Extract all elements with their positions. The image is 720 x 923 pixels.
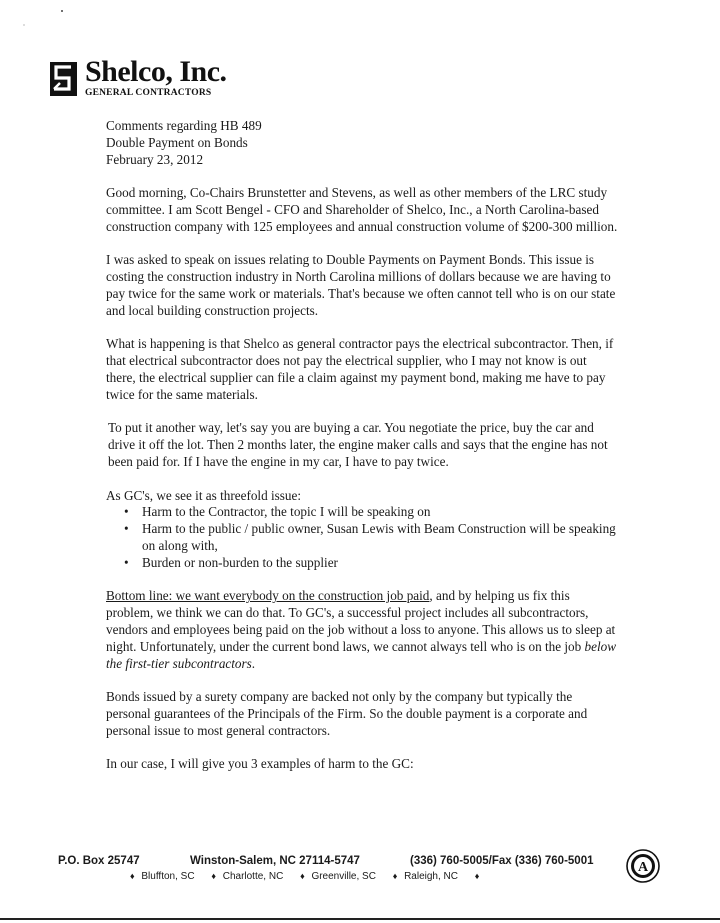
company-logo bbox=[50, 56, 230, 102]
letter-heading bbox=[106, 118, 618, 168]
footer-city: Winston-Salem, NC 27114-5747 bbox=[190, 855, 360, 867]
office-location: Raleigh, NC bbox=[404, 871, 458, 882]
diamond-icon: ♦ bbox=[211, 871, 216, 881]
paragraph-issue: I was asked to speak on issues relating to Double Payments on Payment Bonds. This issue is costing the construction industry in North Carolina millions of dollars because we are having to pay twice for the same work or materials. That's because we often cannot tell who is on our state and local building construction projects. bbox=[106, 252, 616, 318]
paragraph-greeting: Good morning, Co-Chairs Brunstetter and Stevens, as well as other members of the LRC study committee. I am Scott Bengel - CFO and Shareholder of Shelco, Inc., a North Carolina-based construction company with 125 employees and annual construction volume of $200-300 million. bbox=[106, 185, 618, 234]
diamond-icon: ♦ bbox=[130, 871, 135, 881]
bottom-line-underlined: Bottom line: we want everybody on the construction job paid bbox=[106, 588, 430, 604]
office-location: Charlotte, NC bbox=[222, 871, 284, 882]
heading-subject: Comments regarding HB 489 bbox=[106, 118, 262, 133]
list-item: • Harm to the public / public owner, Susan Lewis with Beam Construction will be speaking on along with, bbox=[142, 521, 618, 555]
heading-topic: Double Payment on Bonds bbox=[106, 134, 248, 150]
issue-list bbox=[106, 504, 618, 571]
footer-po-box: P.O. Box 25747 bbox=[58, 855, 140, 867]
paragraph-examples-intro: In our case, I will give you 3 examples of harm to the GC: bbox=[106, 756, 414, 772]
paragraph-bottom-line bbox=[106, 588, 618, 672]
shelco-logo-icon bbox=[50, 62, 77, 96]
scan-marks bbox=[22, 8, 82, 28]
bottom-line-text: , and by helping us fix this problem, we think we can do that. To GC's, a successful project includes all subcontractors, vendors and employees being paid on the job without a loss to anyone. This allows us to sleep at night. Unfortunately, under the current bond laws, we cannot always tell who is on the job bbox=[106, 588, 616, 654]
heading-date: February 23, 2012 bbox=[106, 151, 204, 167]
bottom-rule bbox=[0, 918, 720, 920]
seal-letter: A bbox=[637, 860, 649, 875]
bottom-line-end: . bbox=[251, 655, 256, 671]
agc-seal-icon bbox=[626, 849, 660, 883]
company-tagline: GENERAL CONTRACTORS bbox=[85, 88, 212, 98]
office-location: Greenville, SC bbox=[311, 871, 376, 882]
diamond-icon: ♦ bbox=[474, 871, 480, 881]
footer-phone: (336) 760-5005/Fax (336) 760-5001 bbox=[410, 855, 594, 867]
paragraph-car-analogy: To put it another way, let's say you are buying a car. You negotiate the price, buy the car and drive it off the lot. Then 2 months later, the engine maker calls and says that the engine has not been paid for. If I have the engine in my car, I have to pay twice. bbox=[108, 420, 608, 469]
list-item: • Burden or non-burden to the supplier bbox=[142, 555, 618, 572]
company-name: Shelco, Inc. bbox=[85, 55, 227, 88]
diamond-icon: ♦ bbox=[300, 871, 305, 881]
bottom-line-italic: below the first-tier subcontractors bbox=[106, 638, 617, 671]
paragraph-threefold-intro: As GC's, we see it as threefold issue: bbox=[106, 487, 302, 503]
paragraph-example: What is happening is that Shelco as general contractor pays the electrical subcontractor. Then, if that electrical subcontractor does not pay the electrical supplier, who I may not know is out there, the electrical supplier can file a claim against my payment bond, making me have to pay twice for the same materials. bbox=[106, 336, 614, 402]
footer-offices bbox=[120, 871, 483, 882]
letter-body bbox=[106, 118, 618, 790]
office-location: Bluffton, SC bbox=[141, 871, 195, 882]
diamond-icon: ♦ bbox=[392, 871, 398, 881]
list-item: • Harm to the Contractor, the topic I will be speaking on bbox=[142, 504, 618, 521]
paragraph-bonds: Bonds issued by a surety company are backed not only by the company but typically the personal guarantees of the Principals of the Firm. So the double payment is a corporate and personal issue to most general contractors. bbox=[106, 689, 588, 738]
